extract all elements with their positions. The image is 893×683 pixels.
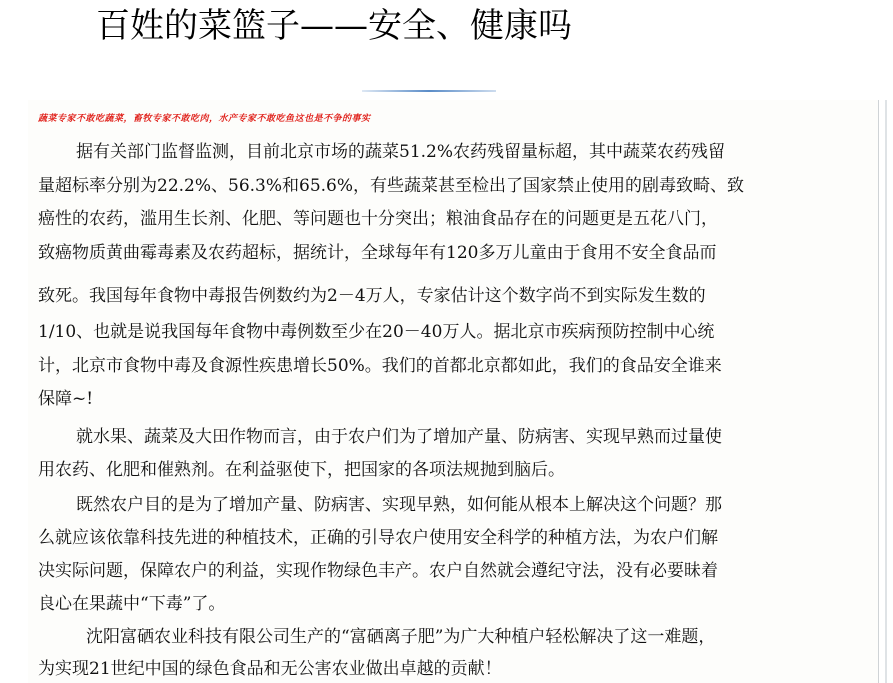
text-line: 癌性的农药，滥用生长剂、化肥、等问题也十分突出；粮油食品存在的问题更是五花八门， bbox=[38, 209, 718, 229]
text-line: 为实现21世纪中国的绿色食品和无公害农业做出卓越的贡献！ bbox=[38, 659, 502, 679]
title-underline bbox=[362, 90, 496, 92]
text-line: 么就应该依靠科技先进的种植技术，正确的引导农户使用安全科学的种植方法，为农户们解 bbox=[38, 528, 718, 548]
page-edge-divider bbox=[885, 100, 887, 683]
text-line: 致死。我国每年食物中毒报告例数约为2－4万人，专家估计这个数字尚不到实际发生数的 bbox=[38, 286, 706, 306]
text-line: 用农药、化肥和催熟剂。在利益驱使下，把国家的各项法规抛到脑后。 bbox=[38, 460, 565, 480]
text-line: 致癌物质黄曲霉毒素及农药超标，据统计，全球每年有120多万儿童由于食用不安全食品而 bbox=[38, 243, 717, 263]
text-line: 据有关部门监督监测，目前北京市场的蔬菜51.2%农药残留量标超，其中蔬菜农药残留 bbox=[76, 142, 726, 162]
text-line: 计，北京市食物中毒及食源性疾患增长50%。我们的首都北京都如此，我们的食品安全谁来 bbox=[38, 356, 722, 376]
text-line: 良心在果蔬中“下毒”了。 bbox=[38, 594, 226, 614]
text-line: 就水果、蔬菜及大田作物而言，由于农户们为了增加产量、防病害、实现早熟而过量使 bbox=[76, 427, 722, 447]
text-line: 决实际问题，保障农户的利益，实现作物绿色丰产。农户自然就会遵纪守法，没有必要昧着 bbox=[38, 561, 718, 581]
text-line: 既然农户目的是为了增加产量、防病害、实现早熟，如何能从根本上解决这个问题？那 bbox=[76, 495, 722, 515]
red-headline: 蔬菜专家不敢吃蔬菜，畜牧专家不敢吃肉，水产专家不敢吃鱼这也是不争的事实 bbox=[38, 114, 371, 124]
text-line: 沈阳富硒农业科技有限公司生产的“富硒离子肥”为广大种植户轻松解决了这一难题， bbox=[86, 627, 716, 647]
text-line: 1/10、也就是说我国每年食物中毒例数至少在20－40万人。据北京市疾病预防控制中心统 bbox=[38, 322, 715, 342]
text-line: 量超标率分别为22.2%、56.3%和65.6%，有些蔬菜甚至检出了国家禁止使用的剧毒致畸、致 bbox=[38, 176, 745, 196]
text-line: 保障~! bbox=[38, 389, 94, 409]
page-title: 百姓的菜篮子——安全、健康吗 bbox=[96, 6, 572, 46]
